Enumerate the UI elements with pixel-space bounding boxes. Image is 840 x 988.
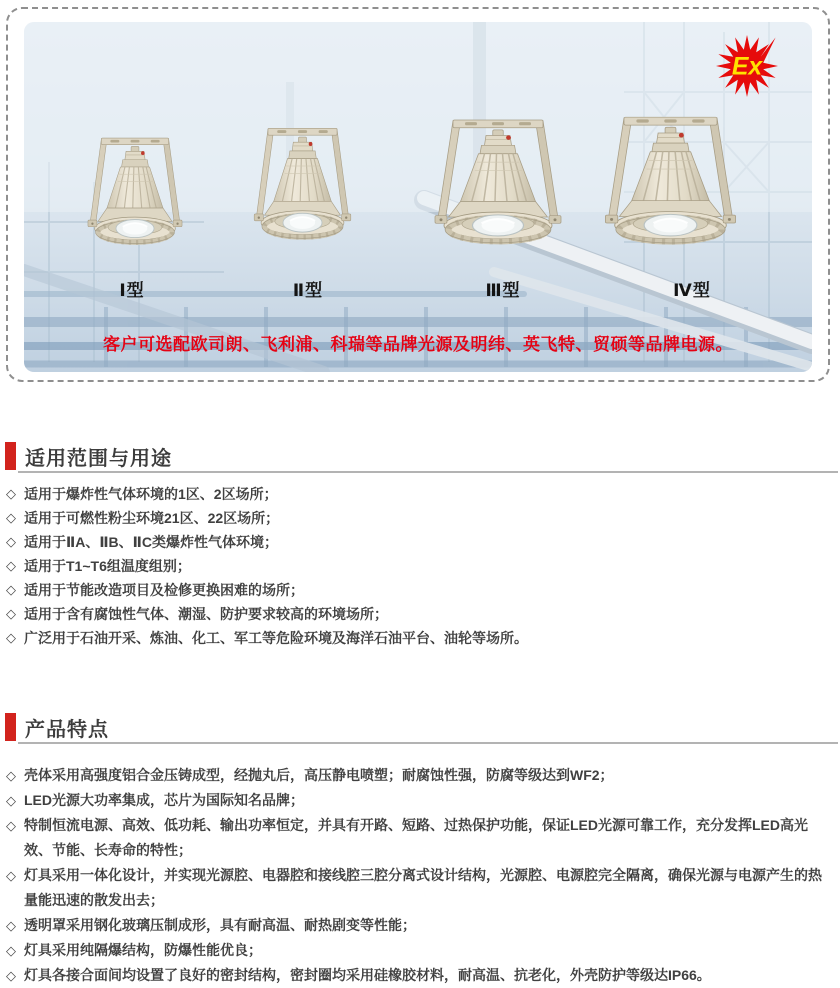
list-item-text: 适用于含有腐蚀性气体、潮湿、防护要求较高的环境场所； xyxy=(24,606,388,622)
list-item-text: 适用于爆炸性气体环境的1区、2区场所； xyxy=(24,486,278,502)
diamond-bullet-icon: ◇ xyxy=(6,630,16,645)
section-heading xyxy=(0,712,840,742)
section-title: 产品特点 xyxy=(25,718,109,741)
explosion-proof-lamp-illustration xyxy=(79,132,191,272)
ex-certification-logo xyxy=(716,35,778,97)
lamp-model-4-label: Ⅳ型 xyxy=(673,281,711,300)
diamond-bullet-icon: ◇ xyxy=(6,510,16,525)
heading-divider xyxy=(18,471,838,473)
list-item xyxy=(6,913,830,938)
photo-caption: 客户可选配欧司朗、飞利浦、科瑞等品牌光源及明纬、英飞特、贸硕等品牌电源。 xyxy=(103,335,733,354)
lamp-model-1 xyxy=(79,132,191,272)
list-item xyxy=(6,763,830,788)
list-item xyxy=(6,602,830,626)
list-item-text: 灯具采用纯隔爆结构，防爆性能优良； xyxy=(24,942,262,958)
list-item-text: 特制恒流电源、高效、低功耗、输出功率恒定，并具有开路、短路、过热保护功能，保证LED光源可靠工作，充分发挥LED高光效、节能、长寿命的特性； xyxy=(24,817,808,858)
list-item xyxy=(6,530,830,554)
section-product-features xyxy=(0,712,840,988)
list-item xyxy=(6,578,830,602)
heading-divider xyxy=(18,742,838,744)
list-item-text: 适用于ⅡA、ⅡB、ⅡC类爆炸性气体环境； xyxy=(24,534,278,550)
lamp-model-2 xyxy=(245,122,360,268)
diamond-bullet-icon: ◇ xyxy=(6,534,16,549)
product-photo xyxy=(24,22,812,372)
diamond-bullet-icon: ◇ xyxy=(6,968,16,983)
explosion-proof-lamp-illustration xyxy=(593,110,748,277)
list-item xyxy=(6,482,830,506)
lamp-model-2-label: Ⅱ型 xyxy=(292,281,324,300)
lamp-model-4 xyxy=(593,110,748,277)
diamond-bullet-icon: ◇ xyxy=(6,793,16,808)
list-item xyxy=(6,963,830,988)
diamond-bullet-icon: ◇ xyxy=(6,582,16,597)
list-item-text: 透明罩采用钢化玻璃压制成形，具有耐高温、耐热剧变等性能； xyxy=(24,917,416,933)
diamond-bullet-icon: ◇ xyxy=(6,818,16,833)
list-item xyxy=(6,813,830,863)
diamond-bullet-icon: ◇ xyxy=(6,606,16,621)
list-item xyxy=(6,506,830,530)
diamond-bullet-icon: ◇ xyxy=(6,558,16,573)
section-application-scope xyxy=(0,441,840,650)
explosion-proof-lamp-illustration xyxy=(245,122,360,268)
lamp-model-3-label: Ⅲ型 xyxy=(485,281,521,300)
diamond-bullet-icon: ◇ xyxy=(6,868,16,883)
product-features-list xyxy=(0,763,840,988)
diamond-bullet-icon: ◇ xyxy=(6,768,16,783)
list-item xyxy=(6,863,830,913)
list-item-text: LED光源大功率集成，芯片为国际知名品牌； xyxy=(24,792,304,808)
section-heading xyxy=(0,441,840,471)
list-item xyxy=(6,554,830,578)
diamond-bullet-icon: ◇ xyxy=(6,486,16,501)
list-item-text: 壳体采用高强度铝合金压铸成型，经抛丸后，高压静电喷塑；耐腐蚀性强，防腐等级达到WF2； xyxy=(24,767,614,783)
list-item xyxy=(6,626,830,650)
list-item-text: 适用于可燃性粉尘环境21区、22区场所； xyxy=(24,510,280,526)
explosion-proof-lamp-illustration xyxy=(423,113,573,276)
list-item xyxy=(6,938,830,963)
ex-text: Ex xyxy=(731,53,763,81)
product-photo-frame xyxy=(6,7,830,382)
red-bar-icon xyxy=(5,713,16,741)
list-item-text: 灯具采用一体化设计，并实现光源腔、电器腔和接线腔三腔分离式设计结构，光源腔、电源腔完全隔离，确保光源与电源产生的热量能迅速的散发出去； xyxy=(24,867,822,908)
application-scope-list xyxy=(0,482,840,650)
list-item-text: 适用于T1~T6组温度组别； xyxy=(24,558,191,574)
section-title: 适用范围与用途 xyxy=(25,447,172,470)
list-item xyxy=(6,788,830,813)
diamond-bullet-icon: ◇ xyxy=(6,918,16,933)
red-bar-icon xyxy=(5,442,16,470)
lamp-model-1-label: Ⅰ型 xyxy=(119,281,145,300)
diamond-bullet-icon: ◇ xyxy=(6,943,16,958)
lamp-model-3 xyxy=(423,113,573,276)
list-item-text: 广泛用于石油开采、炼油、化工、军工等危险环境及海洋石油平台、油轮等场所。 xyxy=(24,630,528,646)
list-item-text: 灯具各接合面间均设置了良好的密封结构，密封圈均采用硅橡胶材料，耐高温、抗老化，外壳防护等级达IP66。 xyxy=(24,967,711,983)
list-item-text: 适用于节能改造项目及检修更换困难的场所； xyxy=(24,582,304,598)
